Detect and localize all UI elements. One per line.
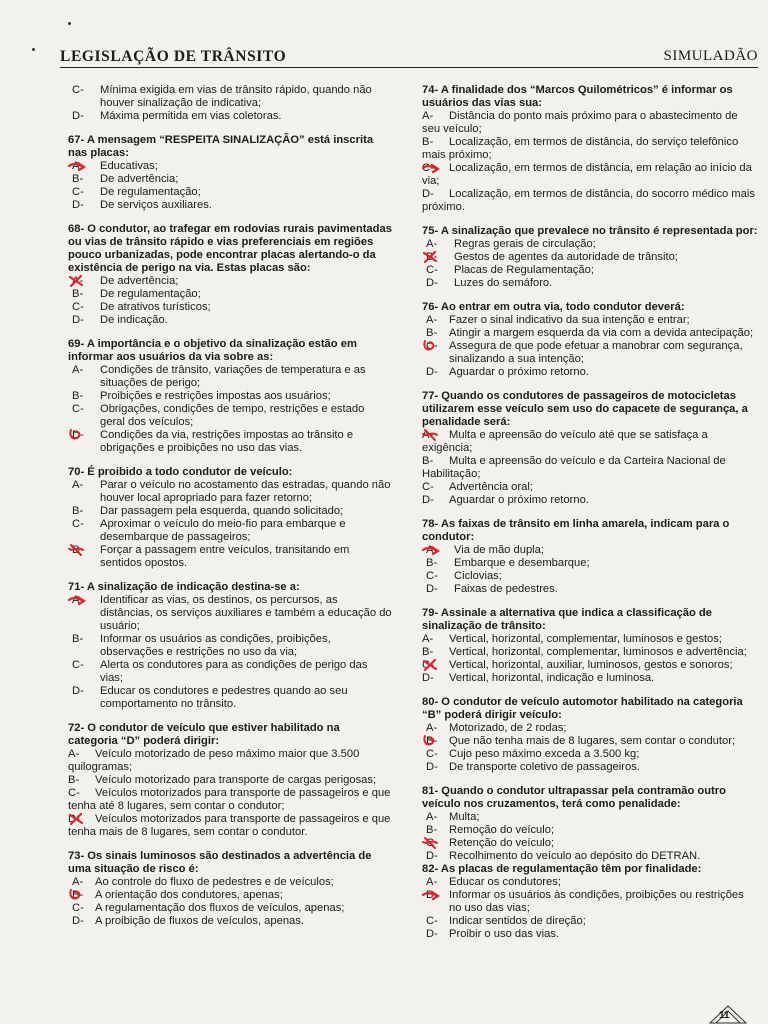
answer-option xyxy=(422,238,758,251)
option-text: Mínima exigida em vias de trânsito rápido, quando não houver sinalização de indicativa; xyxy=(100,84,372,109)
option-letter: B- xyxy=(422,136,434,148)
option-text: Condições da via, restrições impostas ao trânsito e obrigações e proibições no uso das vias. xyxy=(100,429,354,454)
option-text: Alerta os condutores para as condições de perigo das vias; xyxy=(100,659,368,684)
option-text: A proibição de fluxos de veículos, apenas. xyxy=(95,915,304,927)
option-text: Ciclovias; xyxy=(454,570,502,582)
answer-option xyxy=(68,889,392,902)
question-block xyxy=(68,581,392,711)
option-text: Vertical, horizontal, complementar, luminosos e advertência; xyxy=(449,646,747,658)
option-text: Via de mão dupla; xyxy=(454,544,544,556)
option-text: Atingir a margem esquerda da via com a devida antecipação; xyxy=(449,327,754,339)
option-text: Multa e apreensão do veículo até que se satisfaça a exigência; xyxy=(422,429,708,454)
answer-option xyxy=(422,837,758,850)
answer-option xyxy=(422,494,758,507)
option-text: Veículo motorizado para transporte de cargas perigosas; xyxy=(95,774,377,786)
answer-option xyxy=(68,633,392,659)
answer-option xyxy=(422,544,758,557)
option-text: Educativas; xyxy=(100,160,158,172)
question-title: 80- O condutor de veículo automotor habilitado na categoria “B” poderá dirigir veículo: xyxy=(422,696,743,721)
question-title: 82- As placas de regulamentação têm por finalidade: xyxy=(422,863,702,875)
option-letter: D- xyxy=(72,544,84,556)
answer-option xyxy=(422,748,758,761)
option-letter: A- xyxy=(422,429,434,441)
question-block xyxy=(68,850,392,928)
answer-option xyxy=(68,544,392,570)
answer-option xyxy=(422,761,758,774)
option-letter: A- xyxy=(426,544,438,556)
answer-option xyxy=(68,787,392,813)
option-letter: C- xyxy=(72,518,84,530)
scan-speck xyxy=(32,48,35,51)
answer-option xyxy=(68,505,392,518)
question-title: 81- Quando o condutor ultrapassar pela contramão outro veículo nos cruzamentos, terá como penalidade: xyxy=(422,785,726,810)
question-block xyxy=(422,225,758,290)
option-letter: C- xyxy=(68,787,80,799)
answer-option xyxy=(68,390,392,403)
option-letter: A- xyxy=(422,633,434,645)
option-text: Embarque e desembarque; xyxy=(454,557,590,569)
option-text: Aguardar o próximo retorno. xyxy=(449,494,589,506)
answer-option xyxy=(68,748,392,774)
option-letter: D- xyxy=(422,672,434,684)
option-letter: C- xyxy=(426,570,438,582)
option-letter: A- xyxy=(426,314,438,326)
option-text: De serviços auxiliares. xyxy=(100,199,212,211)
option-letter: B- xyxy=(68,774,80,786)
option-text: Remoção do veículo; xyxy=(449,824,555,836)
option-letter: A- xyxy=(422,110,434,122)
option-letter: B- xyxy=(72,505,84,517)
option-letter: A- xyxy=(72,594,84,606)
answer-option xyxy=(422,722,758,735)
answer-option xyxy=(68,659,392,685)
option-letter: C- xyxy=(72,902,84,914)
option-text: Forçar a passagem entre veículos, transitando em sentidos opostos. xyxy=(100,544,350,569)
answer-option xyxy=(422,455,758,481)
option-text: De indicação. xyxy=(100,314,168,326)
option-letter: B- xyxy=(426,557,438,569)
question-title: 77- Quando os condutores de passageiros de motocicletas utilizarem esse veículo sem uso do capacete de segurança, a penalidade será: xyxy=(422,390,748,428)
answer-option xyxy=(422,136,758,162)
option-text: Educar os condutores; xyxy=(449,876,561,888)
option-letter: B- xyxy=(72,889,84,901)
answer-option xyxy=(68,685,392,711)
option-text: Proibir o uso das vias. xyxy=(449,928,560,940)
option-letter: D- xyxy=(72,429,84,441)
answer-option xyxy=(422,915,758,928)
answer-option xyxy=(422,824,758,837)
option-text: Proibições e restrições impostas aos usuários; xyxy=(100,390,331,402)
question-block xyxy=(68,223,392,327)
option-letter: D- xyxy=(422,188,434,200)
option-text: De advertência; xyxy=(100,173,179,185)
option-text: Ao controle do fluxo de pedestres e de veículos; xyxy=(95,876,334,888)
answer-option xyxy=(68,364,392,390)
answer-option xyxy=(68,518,392,544)
answer-option xyxy=(68,902,392,915)
answer-option xyxy=(422,928,758,941)
option-text: Indicar sentidos de direção; xyxy=(449,915,586,927)
option-text: Veículos motorizados para transporte de passageiros e que tenha até 8 lugares, sem contar o condutor; xyxy=(68,787,391,812)
option-letter: B- xyxy=(422,646,434,658)
answer-option xyxy=(422,429,758,455)
question-title: 73- Os sinais luminosos são destinados a advertência de uma situação de risco é: xyxy=(68,850,372,875)
question-block xyxy=(422,518,758,596)
option-letter: C- xyxy=(72,659,84,671)
option-letter: D- xyxy=(426,366,438,378)
option-letter: C- xyxy=(426,915,438,927)
option-letter: D- xyxy=(426,277,438,289)
option-text: Máxima permitida em vias coletoras. xyxy=(100,110,282,122)
option-text: Aproximar o veículo do meio-fio para embarque e desembarque de passageiros; xyxy=(100,518,346,543)
option-letter: D- xyxy=(426,583,438,595)
answer-option xyxy=(422,633,758,646)
option-text: Vertical, horizontal, indicação e luminosa. xyxy=(449,672,655,684)
option-letter: A- xyxy=(68,748,80,760)
option-text: Multa; xyxy=(449,811,480,823)
answer-option xyxy=(422,277,758,290)
option-text: Retenção do veículo; xyxy=(449,837,555,849)
option-letter: D- xyxy=(72,314,84,326)
answer-option xyxy=(68,876,392,889)
answer-option xyxy=(68,479,392,505)
option-text: Localização, em termos de distância, em relação ao início da via; xyxy=(422,162,752,187)
question-title: 70- É proibido a todo condutor de veículo: xyxy=(68,466,293,478)
option-letter: B- xyxy=(422,455,434,467)
question-block xyxy=(422,84,758,214)
option-text: Informar os usuários às condições, proibições ou restrições no uso das vias; xyxy=(449,889,744,914)
page-number: 11 xyxy=(719,1010,730,1021)
answer-option xyxy=(422,889,758,915)
option-text: Parar o veículo no acostamento das estradas, quando não houver local apropriado para fazer retorno; xyxy=(100,479,391,504)
answer-option xyxy=(422,251,758,264)
answer-option xyxy=(68,813,392,839)
option-letter: C- xyxy=(426,748,438,760)
option-letter: A- xyxy=(72,160,84,172)
option-letter: C- xyxy=(72,301,84,313)
option-letter: D- xyxy=(426,928,438,940)
option-letter: C- xyxy=(72,186,84,198)
question-title: 75- A sinalização que prevalece no trânsito é representada por: xyxy=(422,225,758,237)
answer-option xyxy=(68,314,392,327)
option-letter: D- xyxy=(72,685,84,697)
option-letter: C- xyxy=(422,162,434,174)
option-letter: A- xyxy=(72,479,84,491)
question-title: 72- O condutor de veículo que estiver habilitado na categoria “D” poderá dirigir: xyxy=(68,722,340,747)
option-text: Assegura de que pode efetuar a manobrar com segurança, sinalizando a sua intenção; xyxy=(449,340,743,365)
answer-option xyxy=(422,570,758,583)
answer-option xyxy=(422,659,758,672)
question-title: 76- Ao entrar em outra via, todo condutor deverá: xyxy=(422,301,685,313)
scan-speck xyxy=(68,22,71,25)
answer-option xyxy=(68,110,392,123)
option-text: Identificar as vias, os destinos, os percursos, as distâncias, os serviços auxiliares e também a educação do usuário; xyxy=(100,594,392,632)
answer-option xyxy=(422,314,758,327)
answer-option xyxy=(422,327,758,340)
question-title: 68- O condutor, ao trafegar em rodovias rurais pavimentadas ou vias de trânsito rápido e vias preferenciais em regiões pouco urbanizadas, pode encontrar placas alertando-o da existência de perigo na via. Estas placas são: xyxy=(68,223,392,274)
option-text: Multa e apreensão do veículo e da Carteira Nacional de Habilitação; xyxy=(422,455,726,480)
answer-option xyxy=(68,186,392,199)
option-text: Obrigações, condições de tempo, restrições e estado geral dos veículos; xyxy=(100,403,365,428)
option-letter: D- xyxy=(426,850,438,862)
option-text: Vertical, horizontal, complementar, luminosos e gestos; xyxy=(449,633,722,645)
answer-option xyxy=(68,429,392,455)
option-text: Vertical, horizontal, auxiliar, luminosos, gestos e sonoros; xyxy=(449,659,733,671)
answer-option xyxy=(422,735,758,748)
option-letter: B- xyxy=(426,251,438,263)
answer-option xyxy=(68,774,392,787)
option-letter: A- xyxy=(426,722,438,734)
option-text: Distância do ponto mais próximo para o abastecimento de seu veículo; xyxy=(422,110,738,135)
option-letter: D- xyxy=(72,915,84,927)
answer-option xyxy=(422,188,758,214)
question-block xyxy=(422,863,758,941)
answer-option xyxy=(68,301,392,314)
option-letter: A- xyxy=(72,364,84,376)
option-letter: A- xyxy=(426,811,438,823)
option-letter: D- xyxy=(72,110,84,122)
question-block xyxy=(422,607,758,685)
option-letter: D- xyxy=(68,813,80,825)
answer-option xyxy=(422,876,758,889)
answer-option xyxy=(68,275,392,288)
option-letter: D- xyxy=(422,494,434,506)
option-text: Fazer o sinal indicativo da sua intenção e entrar; xyxy=(449,314,690,326)
option-letter: B- xyxy=(72,173,84,185)
option-text: Luzes do semáforo. xyxy=(454,277,553,289)
option-text: A regulamentação dos fluxos de veículos, apenas; xyxy=(95,902,345,914)
option-letter: B- xyxy=(72,288,84,300)
option-text: De regulamentação; xyxy=(100,288,201,300)
question-title: 67- A mensagem “RESPEITA SINALIZAÇÃO” está inscrita nas placas: xyxy=(68,134,374,159)
question-block xyxy=(68,84,392,123)
option-letter: C- xyxy=(426,264,438,276)
option-letter: A- xyxy=(72,876,84,888)
answer-option xyxy=(68,173,392,186)
question-block xyxy=(422,696,758,774)
header-title: LEGISLAÇÃO DE TRÂNSITO xyxy=(60,48,287,65)
option-letter: A- xyxy=(426,876,438,888)
left-column xyxy=(68,84,392,939)
option-text: Regras gerais de circulação; xyxy=(454,238,596,250)
option-letter: C- xyxy=(422,659,434,671)
option-letter: A- xyxy=(72,275,84,287)
option-text: Educar os condutores e pedestres quando ao seu comportamento no trânsito. xyxy=(100,685,348,710)
question-title: 71- A sinalização de indicação destina-se a: xyxy=(68,581,300,593)
option-text: Cujo peso máximo exceda a 3.500 kg; xyxy=(449,748,640,760)
option-letter: C- xyxy=(422,481,434,493)
answer-option xyxy=(422,583,758,596)
option-text: Motorizado, de 2 rodas; xyxy=(449,722,567,734)
option-letter: B- xyxy=(426,889,438,901)
question-block xyxy=(422,390,758,507)
answer-option xyxy=(68,84,392,110)
option-letter: B- xyxy=(72,633,84,645)
option-text: Gestos de agentes da autoridade de trânsito; xyxy=(454,251,678,263)
option-text: Dar passagem pela esquerda, quando solicitado; xyxy=(100,505,344,517)
header-rule xyxy=(60,67,758,68)
option-text: Veículos motorizados para transporte de passageiros e que tenha mais de 8 lugares, sem contar o condutor. xyxy=(68,813,391,838)
question-title: 69- A importância e o objetivo da sinalização estão em informar aos usuários da via sobre as: xyxy=(68,338,357,363)
answer-option xyxy=(422,850,758,863)
option-text: De advertência; xyxy=(100,275,179,287)
option-text: Localização, em termos de distância, do serviço telefônico mais próximo; xyxy=(422,136,739,161)
option-text: Informar os usuários as condições, proibições, observações e restrições no uso da via; xyxy=(100,633,331,658)
question-block xyxy=(68,338,392,455)
option-text: Aguardar o próximo retorno. xyxy=(449,366,589,378)
option-text: Veículo motorizado de peso máximo maior que 3.500 quilogramas; xyxy=(68,748,360,773)
answer-option xyxy=(422,340,758,366)
option-text: De atrativos turísticos; xyxy=(100,301,211,313)
option-letter: B- xyxy=(426,735,438,747)
option-letter: D- xyxy=(426,761,438,773)
answer-option xyxy=(422,110,758,136)
option-letter: A- xyxy=(426,238,438,250)
option-text: Recolhimento do veículo ao depósito do DETRAN. xyxy=(449,850,701,862)
answer-option xyxy=(68,199,392,212)
answer-option xyxy=(422,557,758,570)
question-block xyxy=(422,301,758,379)
question-title: 79- Assinale a alternativa que indica a classificação de sinalização de trânsito: xyxy=(422,607,712,632)
answer-option xyxy=(68,594,392,633)
answer-option xyxy=(422,646,758,659)
option-text: De regulamentação; xyxy=(100,186,201,198)
answer-option xyxy=(68,403,392,429)
option-letter: C- xyxy=(72,84,84,96)
header-subtitle: SIMULADÃO xyxy=(663,48,758,64)
answer-option xyxy=(422,481,758,494)
answer-option xyxy=(68,915,392,928)
option-text: Que não tenha mais de 8 lugares, sem contar o condutor; xyxy=(449,735,736,747)
answer-option xyxy=(422,811,758,824)
option-text: Faixas de pedestres. xyxy=(454,583,558,595)
option-letter: D- xyxy=(72,199,84,211)
answer-option xyxy=(422,366,758,379)
option-text: Condições de trânsito, variações de temperatura e as situações de perigo; xyxy=(100,364,366,389)
answer-option xyxy=(422,162,758,188)
option-letter: B- xyxy=(426,327,438,339)
question-title: 74- A finalidade dos “Marcos Quilométricos” é informar os usuários das vias sua: xyxy=(422,84,733,109)
right-column xyxy=(422,84,758,952)
answer-option xyxy=(422,672,758,685)
option-text: Placas de Regulamentação; xyxy=(454,264,594,276)
option-letter: C- xyxy=(426,837,438,849)
page-number-badge xyxy=(708,1002,748,1024)
question-block xyxy=(68,134,392,212)
question-block xyxy=(68,722,392,839)
question-block xyxy=(422,785,758,863)
answer-option xyxy=(68,160,392,173)
option-letter: B- xyxy=(72,390,84,402)
option-text: A orientação dos condutores, apenas; xyxy=(95,889,283,901)
option-letter: C- xyxy=(72,403,84,415)
question-block xyxy=(68,466,392,570)
option-text: Advertência oral; xyxy=(449,481,533,493)
option-text: Localização, em termos de distância, do socorro médico mais próximo. xyxy=(422,188,755,213)
option-letter: B- xyxy=(426,824,438,836)
question-title: 78- As faixas de trânsito em linha amarela, indicam para o condutor: xyxy=(422,518,730,543)
answer-option xyxy=(422,264,758,277)
option-text: De transporte coletivo de passageiros. xyxy=(449,761,640,773)
answer-option xyxy=(68,288,392,301)
option-letter: C- xyxy=(426,340,438,352)
